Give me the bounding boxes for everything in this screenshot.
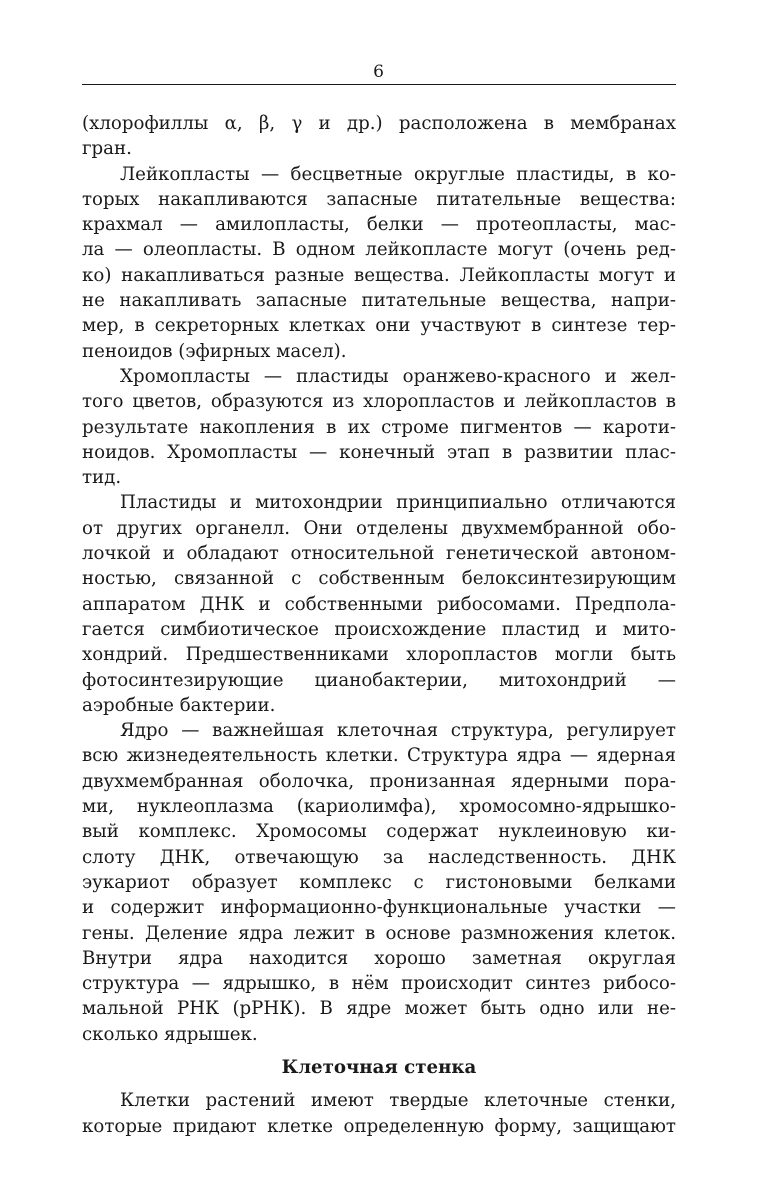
text-line: слоту ДНК, отвечающую за наследственность. ДНК <box>82 846 676 868</box>
text-line: двухмембранная оболочка, пронизанная ядерными пора- <box>82 770 676 792</box>
text-line: мер, в секреторных клетках они участвуют в синтезе тер- <box>82 315 676 337</box>
paragraph <box>82 162 676 364</box>
text-line: гены. Деление ядра лежит в основе размножения клеток. <box>82 922 676 944</box>
text-line: эукариот образует комплекс с гистоновыми белками <box>82 871 676 893</box>
text-line: лочкой и обладают относительной генетической автоном- <box>82 543 676 565</box>
text-line: результате накопления в их строме пигментов — кароти- <box>82 416 676 438</box>
text-line: гается симбиотическое происхождение пластид и мито- <box>82 618 676 640</box>
text-line: от других органелл. Они отделены двухмембранной обо- <box>82 517 676 539</box>
page-number: 6 <box>373 62 384 82</box>
text-line: которые придают клетке определенную форму, защищают <box>82 1115 676 1137</box>
text-line: всю жизнедеятельность клетки. Структура ядра — ядерная <box>82 745 676 767</box>
paragraph <box>82 111 676 162</box>
text-line: не накапливать запасные питательные вещества, напри- <box>82 290 676 312</box>
text-line: гран. <box>82 138 132 160</box>
paragraph <box>82 490 676 718</box>
paragraph <box>82 364 676 490</box>
text-line: аппаратом ДНК и собственными рибосомами. Предпола- <box>82 593 676 615</box>
text-line: пеноидов (эфирных масел). <box>82 340 347 362</box>
text-line: ми, нуклеоплазма (кариолимфа), хромосомно-ядрышко- <box>82 796 676 818</box>
text-line: сколько ядрышек. <box>82 1023 258 1045</box>
text-line: Внутри ядра находится хорошо заметная округлая <box>82 947 676 969</box>
text-line: фотосинтезирующие цианобактерии, митохондрий — <box>82 669 676 691</box>
page-body <box>82 111 676 1139</box>
text-line: крахмал — амилопласты, белки — протеопласты, мас- <box>82 214 676 236</box>
paragraph <box>82 1088 676 1139</box>
text-line: и содержит информационно-функциональные участки — <box>82 897 676 919</box>
header-rule <box>82 84 676 85</box>
text-line: ностью, связанной с собственным белоксинтезирующим <box>82 568 676 590</box>
text-line: (хлорофиллы α, β, γ и др.) расположена в мембранах <box>82 113 676 134</box>
text-line: ноидов. Хромопласты — конечный этап в развитии плас- <box>82 441 676 463</box>
text-line: торых накапливаются запасные питательные вещества: <box>82 188 676 210</box>
text-line: ко) накапливаться разные вещества. Лейкопласты могут и <box>82 264 676 286</box>
text-line: тид. <box>82 467 122 489</box>
text-line: Лейкопласты — бесцветные округлые пластиды, в ко- <box>120 163 676 185</box>
text-line: аэробные бактерии. <box>82 694 276 716</box>
text-line: Пластиды и митохондрии принципиально отличаются <box>120 492 676 514</box>
text-line: структура — ядрышко, в нём происходит синтез рибосо- <box>82 973 676 995</box>
text-line: вый комплекс. Хромосомы содержат нуклеиновую ки- <box>82 821 676 843</box>
text-line: Ядро — важнейшая клеточная структура, регулирует <box>120 720 676 742</box>
text-line: Хромопласты — пластиды оранжево-красного и жел- <box>120 365 676 387</box>
text-line: того цветов, образуются из хлоропластов и лейкопластов в <box>82 391 676 413</box>
section-heading: Клеточная стенка <box>281 1056 477 1078</box>
paragraph <box>82 718 676 1047</box>
text-line: хондрий. Предшественниками хлоропластов могли быть <box>82 644 676 666</box>
text-line: мальной РНК (рРНК). В ядре может быть одно или не- <box>82 998 676 1020</box>
text-line: ла — олеопласты. В одном лейкопласте могут (очень ред- <box>82 239 676 261</box>
text-line: Клетки растений имеют твердые клеточные стенки, <box>120 1090 676 1112</box>
